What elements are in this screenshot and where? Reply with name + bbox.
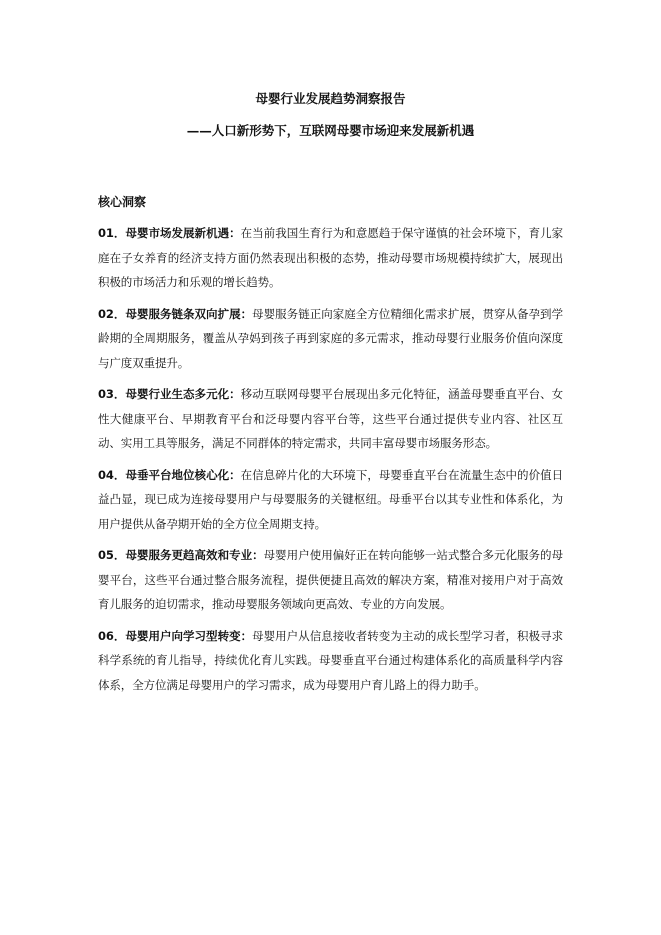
report-subtitle: ——人口新形势下，互联网母婴市场迎来发展新机遇 (186, 123, 475, 138)
insight-list (98, 221, 563, 697)
insight-item (98, 463, 563, 537)
insight-body: 在当前我国生育行为和意愿趋于保守谨慎的社会环境下，育儿家庭在子女养育的经济支持方面仍然表现出积极的态势，推动母婴市场规模持续扩大，展现出积极的市场活力和乐观的增长趋势。 (98, 226, 564, 289)
insight-heading: 母婴市场发展新机遇： (125, 226, 241, 240)
insight-number: 04． (98, 467, 126, 482)
insight-body: 母婴用户使用偏好正在转向能够一站式整合多元化服务的母婴平台，这些平台通过整合服务流程，提供便捷且高效的解决方案，精准对接用户对于高效育儿服务的迫切需求，推动母婴服务领域向更高效、专业的方向发展。 (98, 548, 563, 611)
insight-body: 母婴服务链正向家庭全方位精细化需求扩展，贯穿从备孕到学龄期的全周期服务，覆盖从孕妈到孩子再到家庭的多元需求，推动母婴行业服务价值向深度与广度双重提升。 (98, 306, 563, 370)
insight-item (98, 221, 563, 295)
insight-heading: 母婴服务链条双向扩展： (125, 306, 253, 321)
insight-body: 移动互联网母婴平台展现出多元化特征，涵盖母婴垂直平台、女性大健康平台、早期教育平台和泛母婴内容平台等，这些平台通过提供专业内容、社区互动、实用工具等服务，满足不同群体的特定需求，共同丰富母婴市场服务形态。 (98, 387, 564, 450)
insight-number: 01． (98, 226, 126, 240)
insight-item (98, 302, 563, 376)
insight-heading: 母婴行业生态多元化： (125, 387, 241, 401)
insight-heading: 母垂平台地位核心化： (125, 467, 241, 482)
insight-number: 06． (98, 628, 126, 643)
insight-item (98, 624, 563, 698)
insight-body: 在信息碎片化的大环境下，母婴垂直平台在流量生态中的价值日益凸显，现已成为连接母婴用户与母婴服务的关键枢纽。母垂平台以其专业性和体系化，为用户提供从备孕期开始的全方位全周期支持。 (98, 467, 564, 531)
insight-number: 03． (98, 387, 126, 401)
insight-heading: 母婴服务更趋高效和专业： (125, 548, 264, 562)
insight-body: 母婴用户从信息接收者转变为主动的成长型学习者，积极寻求科学系统的育儿指导，持续优化育儿实践。母婴垂直平台通过构建体系化的高质量科学内容体系，全方位满足母婴用户的学习需求，成为母婴用户育儿路上的得力助手。 (98, 628, 563, 692)
insight-number: 05． (98, 548, 126, 562)
insight-item (98, 382, 563, 456)
insight-heading: 母婴用户向学习型转变： (125, 628, 253, 643)
insight-item (98, 543, 563, 617)
insight-number: 02． (98, 306, 126, 321)
report-title: 母婴行业发展趋势洞察报告 (255, 91, 406, 106)
section-heading: 核心洞察 (98, 195, 147, 209)
